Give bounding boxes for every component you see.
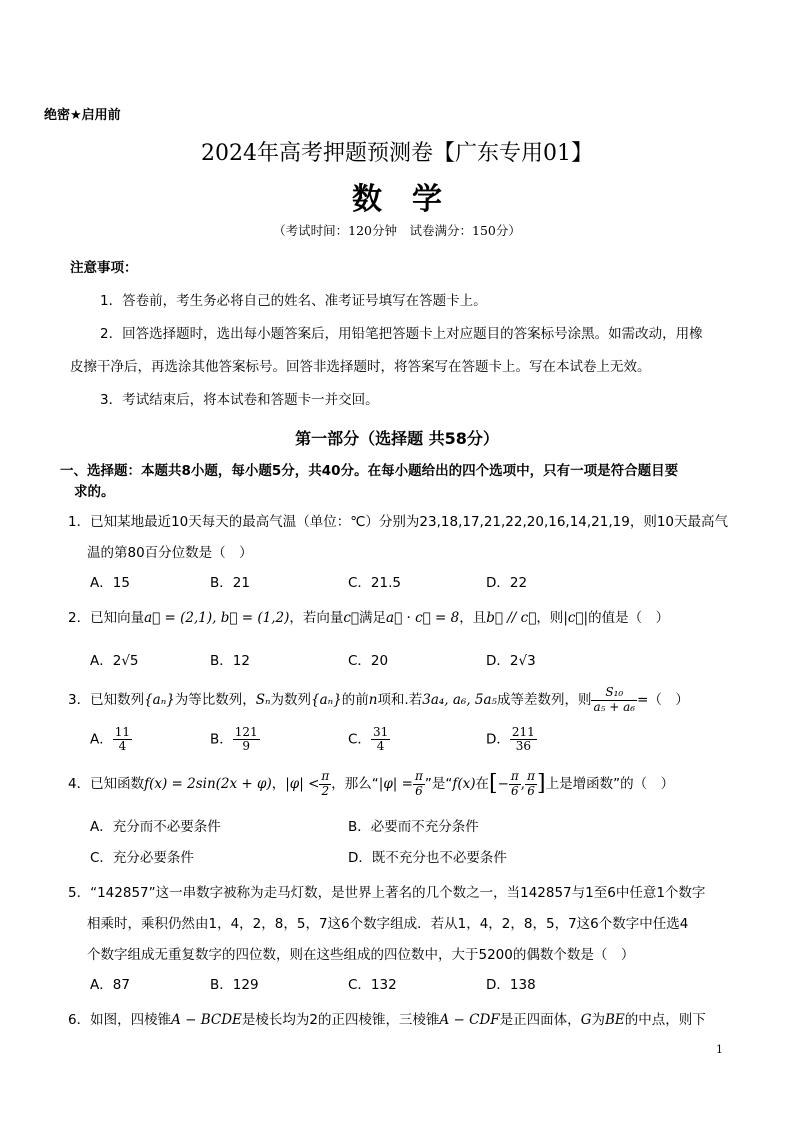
q5-option-c: C．132 <box>348 977 397 993</box>
q3-option-b: B． $\frac{121}{9}$ <box>210 725 258 754</box>
part1-heading: 第一部分（选择题 共58分） <box>295 429 499 448</box>
q4-text-4: ”是“ <box>424 776 453 792</box>
q5-stem: 5．“142857”这一串数字被称为走马灯数，是世界上著名的几个数之一，当142857与1至6中任意1个数字 <box>68 885 706 901</box>
q4-option-c: C．充分必要条件 <box>90 850 194 866</box>
q5-option-b: B．129 <box>210 977 259 993</box>
q2-text-4: ，且 <box>459 610 487 626</box>
q2-option-d: D．2√3 <box>486 653 536 669</box>
q4-math-func: f(x) = 2sin(2x + φ) <box>144 776 272 792</box>
q2-text-1: 2．已知向量 <box>68 610 145 626</box>
q3-option-d: D． $\frac{211}{36}$ <box>486 725 535 754</box>
notes-heading: 注意事项： <box>70 260 138 276</box>
q2-math-c: c⃗ <box>343 610 360 626</box>
q2-text-2: ，若向量 <box>289 610 344 626</box>
q6-math-tetra: A − CDF <box>439 1012 500 1028</box>
q2-option-b: B．12 <box>210 653 250 669</box>
q3-math-sn: Sₙ <box>255 692 271 708</box>
q3-text-4: 的前 <box>341 692 369 708</box>
q6-math-be: BE <box>604 1012 625 1028</box>
q4-frac-4: $\frac{\pi}{6}$ <box>527 769 535 798</box>
q3-text-6: 成等差数列，则 <box>496 692 592 708</box>
q3-text-3: 为数列 <box>270 692 312 708</box>
q2-math-dot: a⃗ · c⃗ = 8 <box>386 610 460 626</box>
q6-math-pyramid: A − BCDE <box>171 1012 242 1028</box>
q6-text-3: 是正四面体， <box>499 1012 581 1028</box>
q1-option-a: A．15 <box>90 575 130 591</box>
q5-stem-cont-2: 个数字组成无重复数字的四位数，则在这些组成的四位数中，大于5200的偶数个数是（ ） <box>87 947 635 963</box>
q4-math-fx: f(x) <box>452 776 476 792</box>
q3-option-a-frac: $\frac{11}{4}$ <box>114 725 131 754</box>
q5-stem-cont-1: 相乘时，乘积仍然由1，4，2，8，5，7这6个数字组成．若从1，4，2，8，5，7这6个数字中任选4 <box>87 916 689 932</box>
section-instruction-cont: 求的。 <box>74 484 115 500</box>
q3-math-n: n <box>368 692 378 708</box>
exam-info: （考试时间：120分钟 试卷满分：150分） <box>273 223 521 238</box>
q3-text-5: 项和.若 <box>377 692 423 708</box>
q4-frac-1: $\frac{\pi}{2}$ <box>321 769 330 798</box>
q2-option-a: A．2√5 <box>90 653 139 669</box>
q4-text-1: 4．已知函数 <box>68 776 145 792</box>
q3-stem <box>68 685 689 715</box>
q4-text-2: ， <box>271 776 286 792</box>
q5-option-d: D．138 <box>486 977 536 993</box>
q6-text-1: 6．如图，四棱锥 <box>68 1012 172 1028</box>
q4-math-phi-eq: |φ| = <box>378 776 413 792</box>
q4-option-a: A．充分而不必要条件 <box>90 819 221 835</box>
q2-text-3: 满足 <box>359 610 387 626</box>
q5-option-a: A．87 <box>90 977 130 993</box>
secret-label: 绝密★启用前 <box>44 108 121 123</box>
q1-stem-cont: 温的第80百分位数是（ ） <box>87 545 253 561</box>
q2-stem <box>68 606 669 626</box>
q4-text-6: 上是增函数”的（ ） <box>545 776 675 792</box>
q4-option-b: B．必要而不充分条件 <box>348 819 479 835</box>
exam-title: 2024年高考押题预测卷【广东专用01】 <box>201 141 593 166</box>
q3-text-7: =（ ） <box>637 692 689 708</box>
q4-bracket-left: [ <box>489 771 498 796</box>
note-item-2-cont: 皮擦干净后，再选涂其他答案标号。回答非选择题时，将答案写在答题卡上。写在本试卷上无效。 <box>70 359 651 375</box>
q3-text-2: 为等比数列， <box>174 692 256 708</box>
q6-stem <box>68 1008 706 1028</box>
q4-frac-2: $\frac{\pi}{6}$ <box>414 769 423 798</box>
q3-option-a: A． $\frac{11}{4}$ <box>90 725 131 754</box>
subject-title: 数 学 <box>352 182 442 217</box>
q3-math-seq: {aₙ} <box>144 692 175 708</box>
q4-text-5: 在 <box>475 776 489 792</box>
q6-text-5: 的中点，则下 <box>624 1012 706 1028</box>
q6-text-2: 是棱长均为2的正四棱锥，三棱锥 <box>241 1012 440 1028</box>
q4-math-phi-lt: |φ| < <box>285 776 320 792</box>
q3-frac-num: S₁₀ <box>591 686 637 700</box>
q1-option-b: B．21 <box>210 575 250 591</box>
q3-option-c-frac: $\frac{31}{4}$ <box>372 725 389 754</box>
q3-math-terms: 3a₄, a₆, 5a₅ <box>422 692 497 708</box>
section-instruction: 一、选择题：本题共8小题，每小题5分，共40分。在每小题给出的四个选项中，只有一项是符合题目要 <box>60 463 679 479</box>
q4-frac-3: $\frac{\pi}{6}$ <box>510 769 519 798</box>
q3-text-1: 3．已知数列 <box>68 692 145 708</box>
q4-option-d: D．既不充分也不必要条件 <box>348 850 507 866</box>
q1-option-d: D．22 <box>486 575 528 591</box>
q3-option-c: C． $\frac{31}{4}$ <box>348 725 389 754</box>
q6-math-g: G <box>580 1012 592 1028</box>
q4-text-3: ，那么“ <box>331 776 379 792</box>
q1-option-c: C．21.5 <box>348 575 401 591</box>
q3-option-d-frac: $\frac{211}{36}$ <box>511 725 535 754</box>
q2-text-6: 的值是（ ） <box>588 610 670 626</box>
q2-text-5: ，则 <box>536 610 564 626</box>
page-number: 1 <box>716 1043 723 1056</box>
q3-fraction <box>591 686 637 713</box>
q1-stem: 1．已知某地最近10天每天的最高气温（单位：℃）分别为23,18,17,21,22,20,16,14,21,19，则10天最高气 <box>68 514 729 530</box>
q3-option-b-frac: $\frac{121}{9}$ <box>234 725 258 754</box>
q2-option-c: C．20 <box>348 653 389 669</box>
q3-frac-den: a₅ + a₆ <box>593 699 636 714</box>
q4-bracket-right: ] <box>536 771 546 796</box>
q4-stem: 4．已知函数f(x) = 2sin(2x + φ)，|φ| < $\frac{\pi}{2}$ ，那么“|φ| = $\frac{\pi}{6}$ ”是“f(x)在[− $\frac{\pi}{6}$ , $\frac{\pi}{6}$ ]上是增函数”的（ ） <box>68 769 675 798</box>
note-item-3: 3．考试结束后，将本试卷和答题卡一并交回。 <box>100 392 379 408</box>
note-item-1: 1．答卷前，考生务必将自己的姓名、准考证号填写在答题卡上。 <box>100 293 487 309</box>
q2-math-parallel: b⃗ // c⃗ <box>486 610 537 626</box>
note-item-2: 2．回答选择题时，选出每小题答案后，用铅笔把答题卡上对应题目的答案标号涂黑。如需改动，用橡 <box>100 326 703 342</box>
q6-text-4: 为 <box>591 1012 605 1028</box>
q2-math-abs: |c⃗| <box>563 610 589 626</box>
q2-math-vectors: a⃗ = (2,1), b⃗ = (1,2) <box>144 610 290 626</box>
q3-math-seq2: {aₙ} <box>311 692 342 708</box>
